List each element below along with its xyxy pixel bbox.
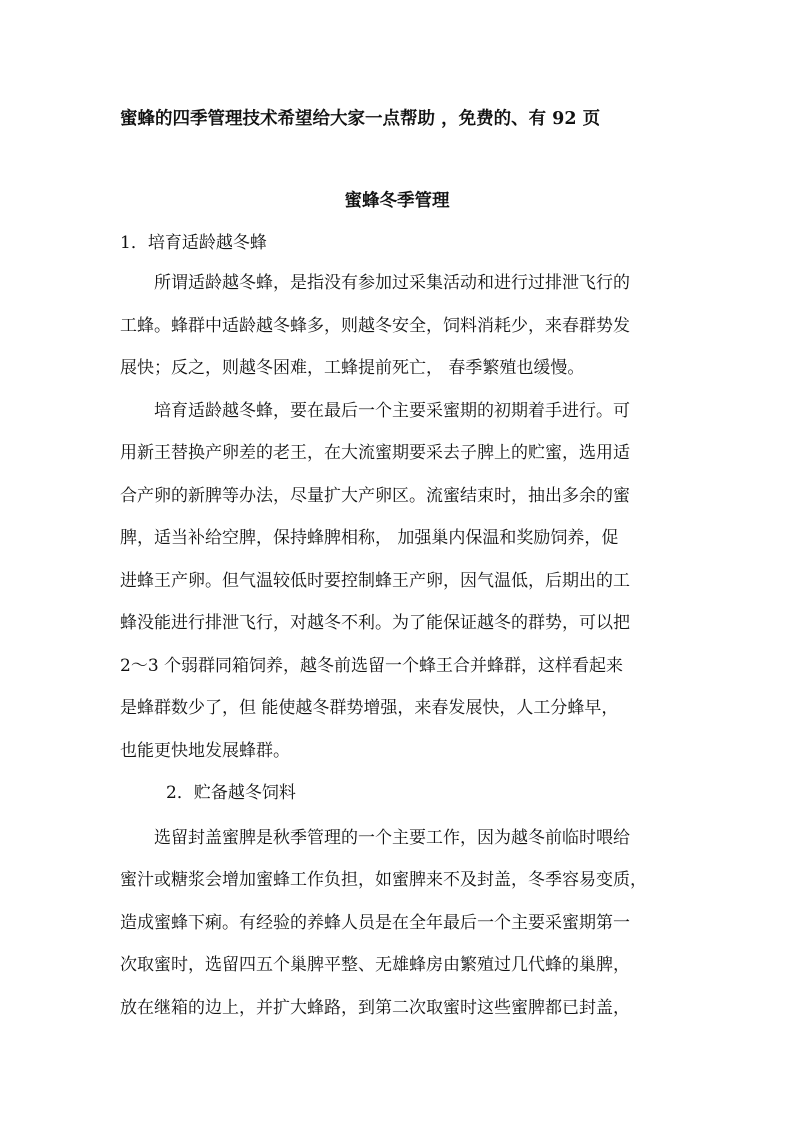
paragraph-line: 脾，适当补给空脾，保持蜂脾相称， 加强巢内保温和奖励饲养，促 <box>120 528 619 548</box>
paragraph-line: 蜜汁或糖浆会增加蜜蜂工作负担，如蜜脾来不及封盖，冬季容易变质， <box>120 870 647 890</box>
paragraph-line: 选留封盖蜜脾是秋季管理的一个主要工作，因为越冬前临时喂给 <box>120 828 630 848</box>
paragraph-line: 用新王替换产卵差的老王，在大流蜜期要采去子脾上的贮蜜，选用适 <box>120 443 630 463</box>
paragraph-line: 次取蜜时，选留四五个巢脾平整、无雄蜂房由繁殖过几代蜂的巢脾， <box>120 955 630 975</box>
paragraph-line: 是蜂群数少了，但 能使越冬群势增强，来春发展快，人工分蜂早， <box>120 698 619 718</box>
paragraph-line: 合产卵的新脾等办法，尽量扩大产卵区。流蜜结束时，抽出多余的蜜 <box>120 486 630 506</box>
paragraph-line: 工蜂。蜂群中适龄越冬蜂多，则越冬安全，饲料消耗少，来春群势发 <box>120 316 630 336</box>
paragraph-line: 2～3 个弱群同箱饲养，越冬前选留一个蜂王合并蜂群，这样看起来 <box>120 656 624 676</box>
section-title: 蜜蜂冬季管理 <box>344 191 450 211</box>
subsection-heading: 1．培育适龄越冬蜂 <box>120 233 267 253</box>
paragraph-line: 放在继箱的边上，并扩大蜂路，到第二次取蜜时这些蜜脾都已封盖， <box>120 998 630 1018</box>
paragraph-line: 造成蜜蜂下痢。有经验的养蜂人员是在全年最后一个主要采蜜期第一 <box>120 913 630 933</box>
document-title: 蜜蜂的四季管理技术希望给大家一点帮助 ，免费的、有 92 页 <box>120 109 601 129</box>
paragraph-line: 培育适龄越冬蜂，要在最后一个主要采蜜期的初期着手进行。可 <box>120 401 630 421</box>
subsection-heading: 2．贮备越冬饲料 <box>166 783 296 803</box>
paragraph-line: 也能更快地发展蜂群。 <box>120 741 290 761</box>
paragraph-line: 展快；反之，则越冬困难，工蜂提前死亡， 春季繁殖也缓慢。 <box>120 358 585 378</box>
paragraph-line: 所谓适龄越冬蜂，是指没有参加过采集活动和进行过排泄飞行的 <box>120 273 630 293</box>
paragraph-line: 进蜂王产卵。但气温较低时要控制蜂王产卵，因气温低，后期出的工 <box>120 571 630 591</box>
paragraph-line: 蜂没能进行排泄飞行，对越冬不利。为了能保证越冬的群势，可以把 <box>120 613 630 633</box>
